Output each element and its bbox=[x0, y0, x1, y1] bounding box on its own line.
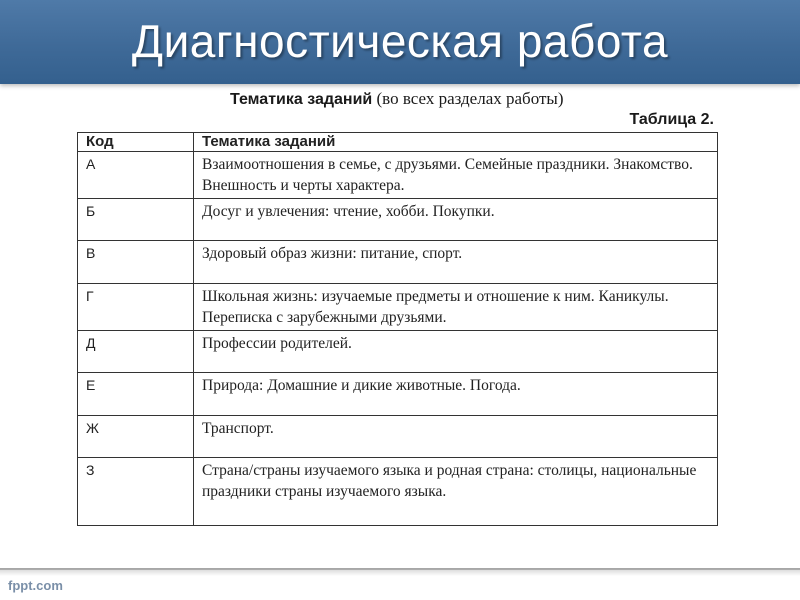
title-bar bbox=[0, 0, 800, 84]
row-topic: Страна/страны изучаемого языка и родная страна: столицы, национальные праздники страны изучаемого языка. bbox=[194, 458, 718, 526]
table-row bbox=[78, 416, 718, 458]
table-row bbox=[78, 458, 718, 526]
row-topic: Досуг и увлечения: чтение, хобби. Покупки. bbox=[194, 199, 718, 241]
row-topic: Профессии родителей. bbox=[194, 331, 718, 373]
row-topic: Взаимоотношения в семье, с друзьями. Семейные праздники. Знакомство. Внешность и черты характера. bbox=[194, 152, 718, 199]
header-code: Код bbox=[78, 133, 194, 152]
row-topic: Природа: Домашние и дикие животные. Погода. bbox=[194, 373, 718, 416]
row-topic: Транспорт. bbox=[194, 416, 718, 458]
caption-rest: (во всех разделах работы) bbox=[372, 89, 564, 108]
row-code: Д bbox=[78, 331, 194, 373]
caption-bold: Тематика заданий bbox=[230, 91, 373, 108]
footer-brand: fppt.com bbox=[8, 578, 63, 593]
row-code: Б bbox=[78, 199, 194, 241]
table-row bbox=[78, 284, 718, 331]
table-row bbox=[78, 199, 718, 241]
row-code: В bbox=[78, 241, 194, 284]
row-code: Ж bbox=[78, 416, 194, 458]
topics-table bbox=[77, 132, 718, 526]
row-code: Г bbox=[78, 284, 194, 331]
row-code: З bbox=[78, 458, 194, 526]
table-row bbox=[78, 241, 718, 284]
table-row bbox=[78, 373, 718, 416]
table-caption bbox=[230, 89, 563, 109]
slide-title: Диагностическая работа bbox=[131, 15, 669, 67]
row-code: Е bbox=[78, 373, 194, 416]
table-row bbox=[78, 152, 718, 199]
row-topic: Здоровый образ жизни: питание, спорт. bbox=[194, 241, 718, 284]
table-number-label: Таблица 2. bbox=[629, 111, 714, 128]
header-topic: Тематика заданий bbox=[194, 133, 718, 152]
table-header-row bbox=[78, 133, 718, 152]
row-code: А bbox=[78, 152, 194, 199]
row-topic: Школьная жизнь: изучаемые предметы и отношение к ним. Каникулы. Переписка с зарубежными друзьями. bbox=[194, 284, 718, 331]
footer-shadow bbox=[0, 568, 800, 576]
table-row bbox=[78, 331, 718, 373]
